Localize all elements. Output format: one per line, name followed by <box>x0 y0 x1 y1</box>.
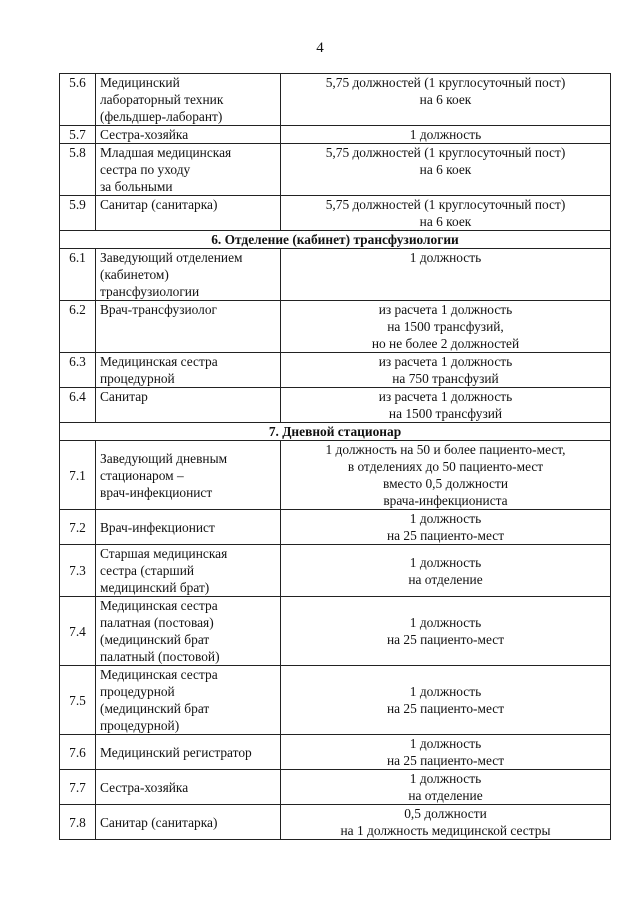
position-name-line: Врач-инфекционист <box>100 519 215 535</box>
staffing-norm-line: 5,75 должностей (1 круглосуточный пост) <box>325 145 566 160</box>
row-number: 7.3 <box>60 545 96 597</box>
position-name <box>96 545 281 597</box>
position-name <box>96 353 281 388</box>
position-name <box>96 510 281 545</box>
table-row <box>60 510 611 545</box>
position-name-line: Врач-трансфузиолог <box>100 302 218 317</box>
position-name <box>96 74 281 126</box>
staffing-norm-line: 1 должность <box>409 684 482 699</box>
staffing-norm-line: 1 должность на 50 и более пациенто-мест, <box>325 442 566 457</box>
table-row <box>60 666 611 735</box>
staffing-norm <box>281 597 611 666</box>
staffing-norm-line: на 6 коек <box>419 214 472 229</box>
staffing-norm <box>281 805 611 840</box>
position-name-line: Заведующий отделением <box>100 250 243 265</box>
position-name <box>96 249 281 301</box>
staffing-norm-line: на 6 коек <box>419 162 472 177</box>
staffing-norm <box>281 353 611 388</box>
table-row <box>60 805 611 840</box>
staffing-norm-line: но не более 2 должностей <box>371 336 520 351</box>
staffing-norm-line: на 750 трансфузий <box>392 371 499 386</box>
table-row <box>60 597 611 666</box>
staffing-norm <box>281 441 611 510</box>
row-number: 6.4 <box>60 388 96 423</box>
row-number: 5.8 <box>60 144 96 196</box>
staffing-norm-line: из расчета 1 должность <box>378 354 513 369</box>
table-row <box>60 353 611 388</box>
position-name <box>96 735 281 770</box>
staffing-norm-line: 1 должность <box>409 250 482 265</box>
position-name-line: палатный (постовой) <box>100 649 220 664</box>
staffing-norm <box>281 510 611 545</box>
row-number: 7.7 <box>60 770 96 805</box>
staffing-norm-line: вместо 0,5 должности <box>382 476 508 491</box>
staffing-norm-line: 5,75 должностей (1 круглосуточный пост) <box>325 197 566 212</box>
position-name <box>96 441 281 510</box>
position-name-line: (медицинский брат <box>100 632 210 647</box>
staffing-norm-line: в отделениях до 50 пациенто-мест <box>347 459 544 474</box>
staffing-norm-line: на 25 пациенто-мест <box>386 701 505 716</box>
staffing-norm <box>281 249 611 301</box>
staffing-norm-line: на 1 должность медицинской сестры <box>340 823 551 838</box>
table-row <box>60 144 611 196</box>
table-row <box>60 441 611 510</box>
position-name <box>96 301 281 353</box>
table-row <box>60 301 611 353</box>
staffing-norm-line: на отделение <box>408 788 483 803</box>
staffing-norm-line: на 25 пациенто-мест <box>386 632 505 647</box>
staffing-norm <box>281 301 611 353</box>
section-title: 7. Дневной стационар <box>60 423 611 441</box>
staffing-norm-line: на 25 пациенто-мест <box>386 528 505 543</box>
position-name-line: стационаром – <box>100 467 184 483</box>
staffing-norm-line: 1 должность <box>409 615 482 630</box>
row-number: 6.2 <box>60 301 96 353</box>
staffing-norm-line: 1 должность <box>409 554 482 570</box>
staffing-norm-line: врача-инфекциониста <box>383 493 508 508</box>
position-name-line: палатная (постовая) <box>100 615 214 630</box>
table-row <box>60 545 611 597</box>
position-name-line: процедурной <box>100 371 175 386</box>
row-number: 5.7 <box>60 126 96 144</box>
position-name-line: (медицинский брат <box>100 701 210 716</box>
staffing-norm-line: на 1500 трансфузий, <box>387 319 504 334</box>
page-number: 4 <box>316 40 324 56</box>
position-name <box>96 388 281 423</box>
position-name-line: процедурной <box>100 684 175 699</box>
staffing-norm <box>281 666 611 735</box>
row-number: 7.8 <box>60 805 96 840</box>
position-name <box>96 666 281 735</box>
section-title: 6. Отделение (кабинет) трансфузиологии <box>60 231 611 249</box>
staffing-table-body <box>60 74 611 840</box>
row-number: 7.5 <box>60 666 96 735</box>
table-row <box>60 735 611 770</box>
staffing-norm-line: на 1500 трансфузий <box>388 406 503 421</box>
row-number: 5.9 <box>60 196 96 231</box>
position-name-line: Сестра-хозяйка <box>100 127 189 142</box>
position-name <box>96 597 281 666</box>
staffing-norm-line: на 25 пациенто-мест <box>386 753 505 768</box>
position-name-line: Сестра-хозяйка <box>100 779 189 795</box>
row-number: 6.3 <box>60 353 96 388</box>
position-name-line: Младшая медицинская <box>100 145 232 160</box>
row-number: 7.2 <box>60 510 96 545</box>
staffing-norm-line: на отделение <box>408 571 483 587</box>
position-name-line: сестра по уходу <box>100 162 191 177</box>
table-row <box>60 770 611 805</box>
position-name <box>96 144 281 196</box>
position-name-line: Санитар <box>100 389 148 404</box>
position-name-line: Медицинская сестра <box>100 598 218 613</box>
staffing-norm <box>281 74 611 126</box>
staffing-table <box>59 73 611 840</box>
staffing-norm-line: 1 должность <box>409 127 482 142</box>
position-name <box>96 805 281 840</box>
staffing-norm <box>281 545 611 597</box>
position-name-line: сестра (старший <box>100 563 195 578</box>
position-name-line: Медицинская сестра <box>100 354 218 369</box>
table-row <box>60 196 611 231</box>
row-number: 7.4 <box>60 597 96 666</box>
staffing-norm <box>281 735 611 770</box>
row-number: 6.1 <box>60 249 96 301</box>
staffing-norm-line: 1 должность <box>409 736 482 751</box>
staffing-norm-line: на 6 коек <box>419 92 472 107</box>
table-row <box>60 126 611 144</box>
position-name <box>96 126 281 144</box>
table-row <box>60 249 611 301</box>
position-name-line: Медицинская сестра <box>100 667 218 682</box>
position-name <box>96 770 281 805</box>
position-name <box>96 196 281 231</box>
staffing-norm-line: из расчета 1 должность <box>378 389 513 404</box>
position-name-line: трансфузиологии <box>100 284 200 299</box>
staffing-norm <box>281 770 611 805</box>
position-name-line: врач-инфекционист <box>100 484 213 500</box>
staffing-norm-line: 0,5 должности <box>404 806 487 821</box>
position-name-line: (фельдшер-лаборант) <box>100 109 223 124</box>
position-name-line: медицинский брат) <box>100 580 210 595</box>
position-name-line: Санитар (санитарка) <box>100 814 218 830</box>
position-name-line: Старшая медицинская <box>100 546 228 561</box>
row-number: 7.1 <box>60 441 96 510</box>
staffing-norm-line: из расчета 1 должность <box>378 302 513 317</box>
staffing-norm-line: 1 должность <box>409 771 482 786</box>
staffing-norm <box>281 144 611 196</box>
section-header-row <box>60 231 611 249</box>
table-row <box>60 74 611 126</box>
position-name-line: Санитар (санитарка) <box>100 197 218 212</box>
section-header-row <box>60 423 611 441</box>
position-name-line: лабораторный техник <box>100 92 224 107</box>
position-name-line: (кабинетом) <box>100 267 169 282</box>
staffing-norm-line: 1 должность <box>409 511 482 526</box>
row-number: 7.6 <box>60 735 96 770</box>
position-name-line: за больными <box>100 179 173 194</box>
table-row <box>60 388 611 423</box>
position-name-line: процедурной) <box>100 718 180 733</box>
row-number: 5.6 <box>60 74 96 126</box>
staffing-norm-line: 5,75 должностей (1 круглосуточный пост) <box>325 75 566 90</box>
staffing-norm <box>281 196 611 231</box>
position-name-line: Заведующий дневным <box>100 450 228 466</box>
staffing-norm <box>281 126 611 144</box>
staffing-norm <box>281 388 611 423</box>
position-name-line: Медицинский <box>100 75 180 90</box>
position-name-line: Медицинский регистратор <box>100 744 252 760</box>
